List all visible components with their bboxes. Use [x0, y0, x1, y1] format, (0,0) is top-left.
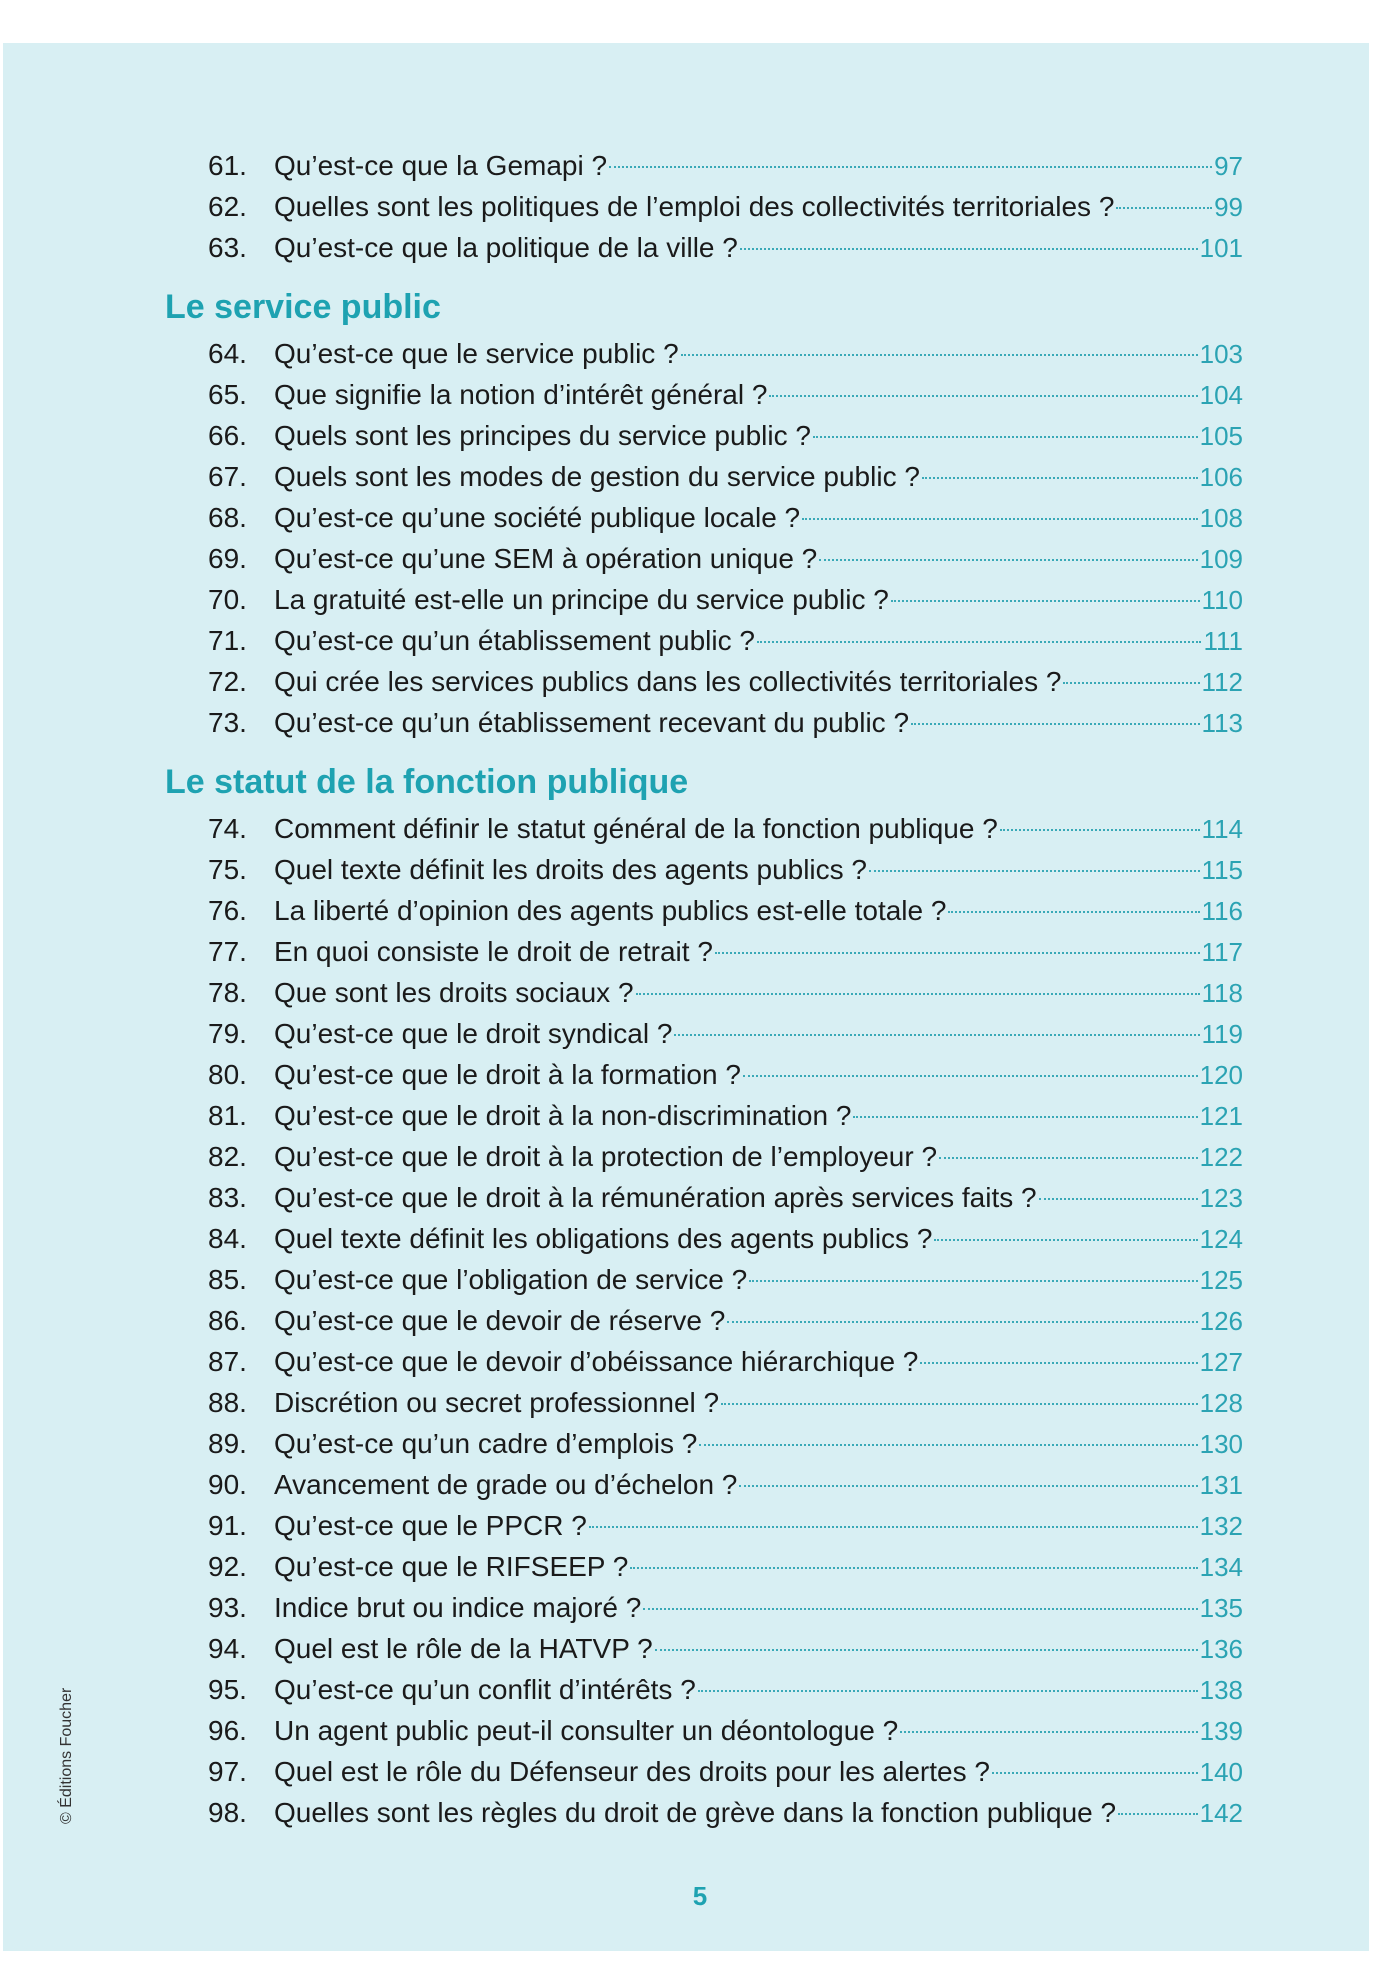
dot-leader: [749, 1280, 1197, 1282]
toc-entry[interactable]: [165, 1013, 1243, 1054]
toc-entry[interactable]: [165, 1751, 1243, 1792]
toc-entry[interactable]: [165, 538, 1243, 579]
entry-page-number: 139: [1199, 1716, 1243, 1746]
dot-leader: [698, 1690, 1198, 1692]
toc-entry[interactable]: [165, 1177, 1243, 1218]
dot-leader: [727, 1321, 1197, 1323]
entry-page-number: 127: [1199, 1347, 1243, 1377]
dot-leader: [721, 1403, 1197, 1405]
toc-entry[interactable]: [165, 1628, 1243, 1669]
entry-page-number: 104: [1199, 380, 1243, 410]
entry-page-number: 118: [1201, 978, 1243, 1008]
dot-leader: [636, 993, 1200, 995]
toc-entry[interactable]: [165, 1669, 1243, 1710]
entry-number: 89.: [208, 1428, 247, 1459]
entry-number: 86.: [208, 1305, 247, 1336]
entry-title: Quel est le rôle du Défenseur des droits pour les alertes ?: [274, 1756, 990, 1787]
dot-leader: [922, 477, 1198, 479]
dot-leader: [740, 248, 1198, 250]
toc-entry[interactable]: [165, 1054, 1243, 1095]
entry-page-number: 120: [1199, 1060, 1243, 1090]
entry-number: 96.: [208, 1715, 247, 1746]
toc-entry[interactable]: [165, 702, 1243, 743]
entry-page-number: 128: [1199, 1388, 1243, 1418]
entry-number: 74.: [208, 813, 247, 844]
dot-leader: [934, 1239, 1197, 1241]
toc-entry[interactable]: [165, 1218, 1243, 1259]
toc-entry[interactable]: [165, 890, 1243, 931]
entry-page-number: 124: [1199, 1224, 1243, 1254]
toc-entry[interactable]: [165, 1259, 1243, 1300]
dot-leader: [992, 1772, 1198, 1774]
entry-number: 63.: [208, 232, 247, 263]
toc-entry[interactable]: [165, 1464, 1243, 1505]
entry-number: 72.: [208, 666, 247, 697]
entry-title: Comment définir le statut général de la fonction publique ?: [274, 813, 998, 844]
entry-title: Quel est le rôle de la HATVP ?: [274, 1633, 653, 1664]
entry-title: La gratuité est-elle un principe du service public ?: [274, 584, 889, 615]
entry-number: 75.: [208, 854, 247, 885]
entry-title: Quels sont les principes du service public ?: [274, 420, 811, 451]
entry-page-number: 103: [1199, 339, 1243, 369]
entry-title: Qu’est-ce que le droit syndical ?: [274, 1018, 673, 1049]
toc-entry[interactable]: [165, 456, 1243, 497]
toc-entry[interactable]: [165, 497, 1243, 538]
entry-title: Qu’est-ce qu’un établissement recevant du public ?: [274, 707, 910, 738]
entry-number: 79.: [208, 1018, 247, 1049]
entry-page-number: 121: [1199, 1101, 1243, 1131]
dot-leader: [643, 1608, 1197, 1610]
toc-entry[interactable]: [165, 1792, 1243, 1833]
entry-title: Quelles sont les politiques de l’emploi des collectivités territoriales ?: [274, 191, 1115, 222]
entry-number: 88.: [208, 1387, 247, 1418]
entry-title: Qu’est-ce qu’une société publique locale ?: [274, 502, 801, 533]
entry-page-number: 110: [1201, 585, 1243, 615]
entry-title: Qu’est-ce qu’un établissement public ?: [274, 625, 755, 656]
dot-leader: [891, 600, 1200, 602]
entry-title: Qu’est-ce qu’un cadre d’emplois ?: [274, 1428, 698, 1459]
entry-title: Qu’est-ce que la Gemapi ?: [274, 150, 608, 181]
entry-number: 91.: [208, 1510, 247, 1541]
entry-title: Quels sont les modes de gestion du service public ?: [274, 461, 920, 492]
dot-leader: [699, 1444, 1197, 1446]
toc-entry[interactable]: [165, 145, 1243, 186]
toc-entry[interactable]: [165, 1423, 1243, 1464]
toc-entry[interactable]: [165, 661, 1243, 702]
entry-number: 90.: [208, 1469, 247, 1500]
entry-page-number: 122: [1199, 1142, 1243, 1172]
entry-title: Qu’est-ce que le service public ?: [274, 338, 679, 369]
entry-number: 62.: [208, 191, 247, 222]
dot-leader: [739, 1485, 1197, 1487]
entry-number: 81.: [208, 1100, 247, 1131]
entry-page-number: 106: [1199, 462, 1243, 492]
entry-title: Quel texte définit les droits des agents publics ?: [274, 854, 868, 885]
entry-title: Qui crée les services publics dans les collectivités territoriales ?: [274, 666, 1062, 697]
dot-leader: [920, 1362, 1197, 1364]
dot-leader: [1039, 1198, 1198, 1200]
entry-number: 76.: [208, 895, 247, 926]
toc-entry[interactable]: [165, 415, 1243, 456]
dot-leader: [769, 395, 1197, 397]
dot-leader: [911, 723, 1200, 725]
entry-title: Qu’est-ce que la politique de la ville ?: [274, 232, 738, 263]
entry-number: 92.: [208, 1551, 247, 1582]
entry-title: Discrétion ou secret professionnel ?: [274, 1387, 720, 1418]
toc-entry[interactable]: [165, 1341, 1243, 1382]
entry-title: Qu’est-ce qu’un conflit d’intérêts ?: [274, 1674, 696, 1705]
entry-title: Qu’est-ce que le droit à la rémunération après services faits ?: [274, 1182, 1037, 1213]
entry-number: 77.: [208, 936, 247, 967]
entry-title: Qu’est-ce qu’une SEM à opération unique ?: [274, 543, 818, 574]
toc-entry[interactable]: [165, 227, 1243, 268]
dot-leader: [1000, 829, 1200, 831]
entry-title: Un agent public peut-il consulter un déontologue ?: [274, 1715, 899, 1746]
toc-entry[interactable]: [165, 374, 1243, 415]
entry-number: 84.: [208, 1223, 247, 1254]
entry-page-number: 125: [1199, 1265, 1243, 1295]
entry-page-number: 138: [1199, 1675, 1243, 1705]
entry-page-number: 101: [1199, 233, 1243, 263]
entry-page-number: 132: [1199, 1511, 1243, 1541]
entry-page-number: 108: [1199, 503, 1243, 533]
entry-title: Qu’est-ce que le droit à la non-discrimination ?: [274, 1100, 852, 1131]
entry-number: 70.: [208, 584, 247, 615]
dot-leader: [939, 1157, 1198, 1159]
entry-page-number: 105: [1199, 421, 1243, 451]
toc-entry[interactable]: [165, 1095, 1243, 1136]
entry-title: Quelles sont les règles du droit de grève dans la fonction publique ?: [274, 1797, 1117, 1828]
entry-page-number: 111: [1203, 626, 1243, 656]
entry-page-number: 134: [1199, 1552, 1243, 1582]
section-heading: Le statut de la fonction publique: [165, 763, 689, 801]
entry-number: 68.: [208, 502, 247, 533]
entry-number: 85.: [208, 1264, 247, 1295]
dot-leader: [900, 1731, 1197, 1733]
dot-leader: [630, 1567, 1197, 1569]
toc-entry[interactable]: [165, 972, 1243, 1013]
entry-number: 83.: [208, 1182, 247, 1213]
entry-title: Qu’est-ce que l’obligation de service ?: [274, 1264, 748, 1295]
entry-page-number: 130: [1199, 1429, 1243, 1459]
entry-number: 73.: [208, 707, 247, 738]
entry-number: 93.: [208, 1592, 247, 1623]
dot-leader: [1118, 1813, 1198, 1815]
toc-entry[interactable]: [165, 186, 1243, 227]
toc-entry[interactable]: [165, 579, 1243, 620]
entry-number: 71.: [208, 625, 247, 656]
entry-page-number: 112: [1201, 667, 1243, 697]
toc-entry[interactable]: [165, 1136, 1243, 1177]
entry-number: 98.: [208, 1797, 247, 1828]
dot-leader: [1116, 207, 1212, 209]
entry-number: 66.: [208, 420, 247, 451]
entry-title: Que signifie la notion d’intérêt général ?: [274, 379, 768, 410]
entry-page-number: 123: [1199, 1183, 1243, 1213]
entry-title: Qu’est-ce que le RIFSEEP ?: [274, 1551, 629, 1582]
toc-entry[interactable]: [165, 333, 1243, 374]
dot-leader: [1063, 682, 1199, 684]
entry-title: Qu’est-ce que le droit à la formation ?: [274, 1059, 741, 1090]
entry-page-number: 117: [1201, 937, 1243, 967]
entry-page-number: 126: [1199, 1306, 1243, 1336]
entry-page-number: 109: [1199, 544, 1243, 574]
toc-entry[interactable]: [165, 1710, 1243, 1751]
entry-number: 95.: [208, 1674, 247, 1705]
toc-entry[interactable]: [165, 620, 1243, 661]
toc-entry[interactable]: [165, 1587, 1243, 1628]
entry-number: 67.: [208, 461, 247, 492]
toc-entry[interactable]: [165, 1300, 1243, 1341]
dot-leader: [674, 1034, 1199, 1036]
toc-entry[interactable]: [165, 1546, 1243, 1587]
toc-entry[interactable]: [165, 808, 1243, 849]
dot-leader: [589, 1526, 1198, 1528]
toc-entry[interactable]: [165, 1382, 1243, 1423]
toc-entry[interactable]: [165, 931, 1243, 972]
entry-number: 65.: [208, 379, 247, 410]
entry-number: 64.: [208, 338, 247, 369]
entry-number: 80.: [208, 1059, 247, 1090]
entry-page-number: 131: [1199, 1470, 1243, 1500]
entry-number: 97.: [208, 1756, 247, 1787]
entry-title: Quel texte définit les obligations des agents publics ?: [274, 1223, 933, 1254]
entry-title: Qu’est-ce que le droit à la protection de l’employeur ?: [274, 1141, 938, 1172]
dot-leader: [655, 1649, 1198, 1651]
section-heading: Le service public: [165, 288, 441, 326]
entry-number: 61.: [208, 150, 247, 181]
entry-page-number: 99: [1214, 192, 1243, 222]
entry-number: 78.: [208, 977, 247, 1008]
dot-leader: [948, 911, 1199, 913]
copyright-notice: © Éditions Foucher: [58, 1687, 75, 1824]
dot-leader: [743, 1075, 1198, 1077]
entry-page-number: 115: [1201, 855, 1243, 885]
page-number: 5: [692, 1881, 708, 1911]
entry-page-number: 136: [1199, 1634, 1243, 1664]
entry-title: Qu’est-ce que le devoir de réserve ?: [274, 1305, 726, 1336]
entry-title: Avancement de grade ou d’échelon ?: [274, 1469, 738, 1500]
toc-entry[interactable]: [165, 1505, 1243, 1546]
entry-number: 69.: [208, 543, 247, 574]
entry-title: En quoi consiste le droit de retrait ?: [274, 936, 713, 967]
entry-page-number: 135: [1199, 1593, 1243, 1623]
entry-page-number: 114: [1201, 814, 1243, 844]
entry-title: Qu’est-ce que le PPCR ?: [274, 1510, 587, 1541]
table-of-contents: [165, 145, 1243, 1833]
dot-leader: [853, 1116, 1197, 1118]
entry-page-number: 113: [1201, 708, 1243, 738]
entry-number: 82.: [208, 1141, 247, 1172]
dot-leader: [819, 559, 1197, 561]
entry-page-number: 119: [1201, 1019, 1243, 1049]
dot-leader: [681, 354, 1198, 356]
dot-leader: [757, 641, 1202, 643]
dot-leader: [802, 518, 1197, 520]
entry-title: Que sont les droits sociaux ?: [274, 977, 634, 1008]
dot-leader: [609, 166, 1212, 168]
entry-page-number: 142: [1199, 1798, 1243, 1828]
toc-entry[interactable]: [165, 849, 1243, 890]
dot-leader: [869, 870, 1200, 872]
dot-leader: [715, 952, 1200, 954]
entry-page-number: 97: [1214, 151, 1243, 181]
entry-number: 87.: [208, 1346, 247, 1377]
entry-title: Qu’est-ce que le devoir d’obéissance hiérarchique ?: [274, 1346, 919, 1377]
entry-page-number: 116: [1201, 896, 1243, 926]
entry-title: La liberté d’opinion des agents publics est-elle totale ?: [274, 895, 947, 926]
entry-page-number: 140: [1199, 1757, 1243, 1787]
entry-title: Indice brut ou indice majoré ?: [274, 1592, 642, 1623]
dot-leader: [813, 436, 1198, 438]
entry-number: 94.: [208, 1633, 247, 1664]
